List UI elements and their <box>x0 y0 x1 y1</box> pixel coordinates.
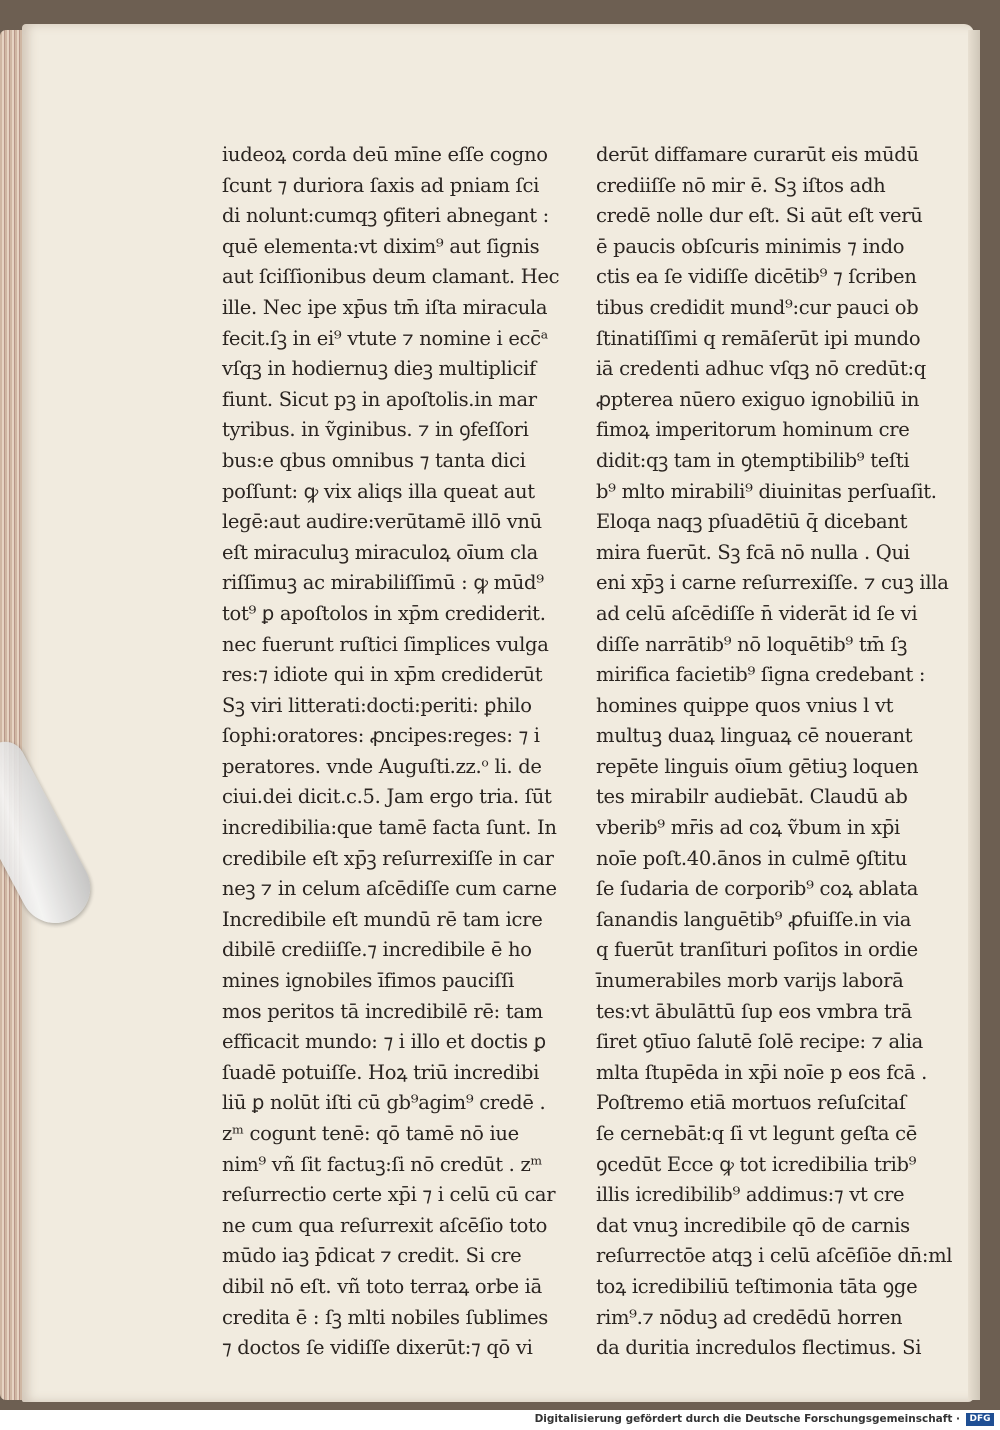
text-line: ſtinatiſſimi q remāſerūt ipi mundo <box>596 326 921 350</box>
text-line: Eloqa naqꝫ pſuadētiū q̄ dicebant <box>596 510 908 534</box>
text-line: nim⁹ vñ ſit factuꝫ:ſi nō credūt . zᵐ <box>222 1152 543 1176</box>
text-line: ſcunt ⁊ duriora ſaxis ad pniam ſci <box>222 173 540 197</box>
text-line: toꝝ icredibiliū teſtimonia tāta ꝯge <box>596 1274 918 1298</box>
text-line: tibus credidit mund⁹:cur pauci ob <box>596 295 919 319</box>
text-line: crediiſſe nō mir ē. Sꝫ iſtos adh <box>596 173 886 197</box>
footer-credit: Digitalisierung gefördert durch die Deutsche Forschungsgemeinschaft · <box>534 1413 960 1425</box>
text-line: res:⁊ idiote qui in xp̄m crediderūt <box>222 663 543 687</box>
text-line: fimoꝝ imperitorum hominum cre <box>596 418 910 442</box>
text-line: credibile eſt xp̄ꝫ reſurrexiſſe in car <box>222 846 554 870</box>
text-line: efficacit mundo: ⁊ i illo et doctis ꝑ <box>222 1030 546 1054</box>
text-line: iā credenti adhuc vſqꝫ nō credūt:q <box>596 357 926 381</box>
text-line: reſurrectōe atqꝫ i celū aſcēſiōe dn̄:ml <box>596 1244 953 1268</box>
text-line: rim⁹.⁊ nōduꝫ ad credēdū horren <box>596 1305 903 1329</box>
text-line: Incredibile eſt mundū rē tam icre <box>222 907 543 931</box>
text-line: ē paucis obſcuris minimis ⁊ indo <box>596 234 905 258</box>
text-line: ꝓpterea nūero exiguo ignobiliū in <box>596 387 920 411</box>
text-line: dibilē crediiſſe.⁊ incredibile ē ho <box>222 938 532 962</box>
text-line: eſt miraculuꝫ miraculoꝝ oīum cla <box>222 540 538 564</box>
text-line: eni xp̄ꝫ i carne reſurrexiſſe. ⁊ cuꝫ illa <box>596 571 949 595</box>
text-line: tyribus. in ṽginibus. ⁊ in ꝯfeſſori <box>222 418 529 442</box>
text-line: mirifica facietib⁹ ſigna credebant : <box>596 663 926 687</box>
text-line: ſophi:oratores: ꝓncipes:reges: ⁊ i <box>222 724 540 748</box>
text-line: tot⁹ ꝑ apoſtolos in xp̄m crediderit. <box>222 601 546 625</box>
text-line: Sꝫ viri litterati:docti:periti: ꝑhilo <box>222 693 532 717</box>
text-line: mines ignobiles īfimos pauciſſi <box>222 969 515 993</box>
text-line: q fuerūt tranſituri poſitos in ordie <box>596 938 918 962</box>
text-line: reſurrectio certe xp̄i ⁊ i celū cū car <box>222 1183 556 1207</box>
text-line: peratores. vnde Auguſti.zz.ᵒ li. de <box>222 754 542 778</box>
text-line: repēte linguis oīum gētiuꝫ loquen <box>596 754 919 778</box>
text-line: īnumerabiles morb varijs laborā <box>596 969 904 993</box>
text-line: nec fuerunt ruſtici ſimplices vulga <box>222 632 549 656</box>
text-line: credita ē : ſꝫ mlti nobiles ſublimes <box>222 1305 549 1329</box>
text-line: Poſtremo etiā mortuos reſuſcitaſ <box>596 1091 906 1115</box>
text-line: zᵐ cogunt tenē: qō tamē nō iue <box>222 1122 519 1145</box>
text-line: riſſimuꝫ ac mirabiliſſimū : ꝙ mūd⁹ <box>222 571 544 595</box>
text-line: dat vnuꝫ incredibile qō de carnis <box>596 1213 910 1237</box>
text-line: poſſunt: ꝙ vix aliqs illa queat aut <box>222 479 535 503</box>
text-line: vſqꝫ in hodiernuꝫ dieꝫ multiplicif <box>222 357 536 381</box>
text-line: mos peritos tā incredibilē rē: tam <box>222 999 543 1023</box>
text-line: neꝫ ⁊ in celum aſcēdiſſe cum carne <box>222 877 557 901</box>
text-column-right <box>596 140 953 1364</box>
footer-bar <box>0 1410 1000 1430</box>
text-line: incredibilia:que tamē facta ſunt. In <box>222 816 557 840</box>
text-line: tes:vt ābulāttū ſup eos vmbra trā <box>596 999 912 1023</box>
text-line: ſuadē potuiſſe. Hoꝝ triū incredibi <box>222 1060 540 1084</box>
page-edge-right <box>968 30 980 1400</box>
text-line: ꝯcedūt Ecce ꝙ tot icredibilia trib⁹ <box>596 1152 917 1176</box>
text-line: multuꝫ duaꝝ linguaꝝ cē nouerant <box>596 724 913 748</box>
text-line: di nolunt:cumqꝫ ꝯfiteri abnegant : <box>222 204 549 228</box>
text-line: vberib⁹ mr̄is ad coꝝ ṽbum in xp̄i <box>596 816 900 840</box>
text-line: b⁹ mlto mirabili⁹ diuinitas perſuaſit. <box>596 479 937 503</box>
text-line: tes mirabilr audiebāt. Claudū ab <box>596 785 908 809</box>
text-line: ſe cernebāt:q ſi vt legunt geſta cē <box>596 1122 918 1145</box>
text-line: ne cum qua reſurrexit aſcēſio toto <box>222 1213 548 1237</box>
text-line: mūdo iaꝫ p̄dicat ⁊ credit. Si cre <box>222 1244 522 1268</box>
text-line: derūt diffamare curarūt eis mūdū <box>596 143 919 166</box>
text-line: ciui.dei dicit.c.5. Jam ergo tria. ſūt <box>222 785 552 809</box>
text-line: bus:e qbus omnibus ⁊ tanta dici <box>222 448 526 472</box>
text-line: legē:aut audire:verūtamē illō vnū <box>222 510 542 534</box>
text-line: aut ſciſſionibus deum clamant. Hec <box>222 265 560 289</box>
text-line: fiunt. Sicut pꝫ in apoſtolis.in mar <box>222 387 537 411</box>
text-line: da duritia incredulos flectimus. Si <box>596 1336 922 1360</box>
dfg-logo: DFG <box>966 1413 994 1426</box>
text-line: quē elementa:vt dixim⁹ aut ſignis <box>222 234 540 258</box>
text-line: diſſe narrātib⁹ nō loquētib⁹ tm̄ ſꝫ <box>596 632 908 656</box>
text-line: iudeoꝝ corda deū mīne eſſe cogno <box>222 143 548 166</box>
text-line: ſe ſudaria de corporib⁹ coꝝ ablata <box>596 877 919 901</box>
text-line: fecit.ſꝫ in ei⁹ vtute ⁊ nomine i ecc̄ᵃ <box>222 326 549 350</box>
text-line: ad celū aſcēdiſſe n̄ viderāt id ſe vi <box>596 601 918 625</box>
text-line: ctis ea ſe vidiſſe dicētib⁹ ⁊ ſcriben <box>596 265 917 289</box>
text-line: mlta ſtupēda in xp̄i noīe p eos fcā . <box>596 1060 928 1084</box>
text-line: noīe poſt.40.ānos in culmē ꝯſtitu <box>596 846 908 870</box>
text-column-left <box>222 140 560 1364</box>
text-line: credē nolle dur eſt. Si aūt eſt verū <box>596 204 923 228</box>
text-line: homines quippe quos vnius l vt <box>596 693 894 717</box>
text-line: didit:qꝫ tam in ꝯtemptibilib⁹ teſti <box>596 448 910 472</box>
text-line: ille. Nec ipe xp̄us tm̄ iſta miracula <box>222 295 548 319</box>
text-line: mira fuerūt. Sꝫ fcā nō nulla . Qui <box>596 540 910 564</box>
text-line: illis icredibilib⁹ addimus:⁊ vt cre <box>596 1183 905 1207</box>
text-line: dibil nō eſt. vñ toto terraꝝ orbe iā <box>222 1274 542 1298</box>
text-line: ſanandis languētib⁹ ꝓfuiſſe.in via <box>596 907 912 931</box>
text-line: ⁊ doctos ſe vidiſſe dixerūt:⁊ qō vi <box>222 1336 533 1360</box>
text-line: ſiret ꝯtīuo ſalutē ſolē recipe: ⁊ alia <box>596 1030 924 1054</box>
text-line: liū ꝑ nolūt iſti cū gb⁹agim⁹ credē . <box>222 1091 546 1115</box>
